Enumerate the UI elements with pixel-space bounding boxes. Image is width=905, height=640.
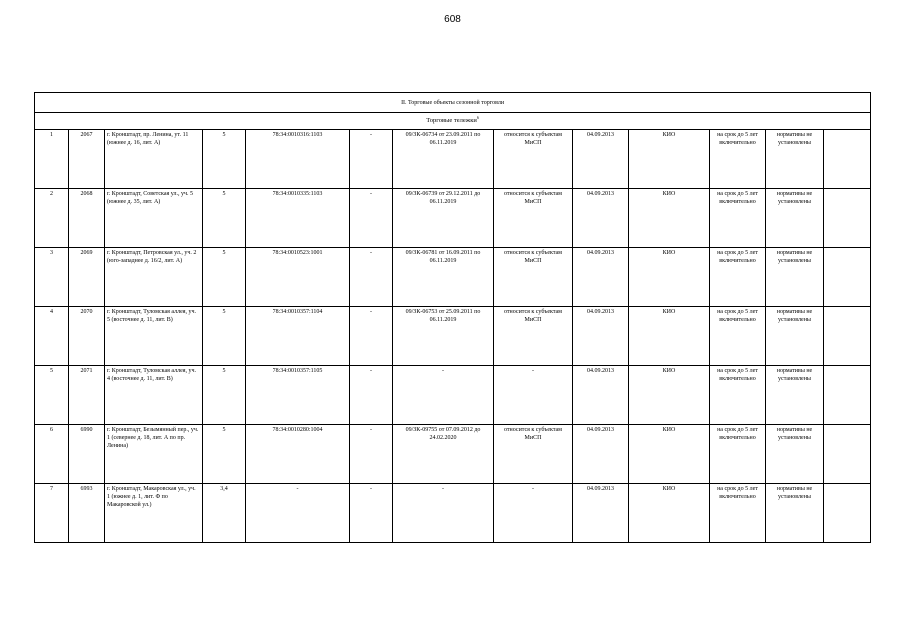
term-cell: на срок до 5 лет включительно [710, 130, 766, 189]
document-table [34, 92, 871, 543]
norms-cell: нормативы не установлены [766, 189, 824, 248]
date-cell: 04.09.2013 [573, 189, 629, 248]
count-cell: 5 [203, 425, 246, 484]
cadastral-number: 78:34:0010335:1103 [246, 189, 350, 248]
cadastral-number: - [246, 484, 350, 543]
object-id: 2069 [69, 248, 105, 307]
table-row [35, 307, 871, 366]
table-row [35, 189, 871, 248]
count-cell: 5 [203, 189, 246, 248]
org-cell: КИО [629, 130, 710, 189]
row-number: 6 [35, 425, 69, 484]
cadastral-number: 78:34:0010523:1001 [246, 248, 350, 307]
date-cell: 04.09.2013 [573, 248, 629, 307]
norms-cell: нормативы не установлены [766, 248, 824, 307]
object-id: 6990 [69, 425, 105, 484]
object-id: 2067 [69, 130, 105, 189]
date-cell: 04.09.2013 [573, 366, 629, 425]
term-cell: на срок до 5 лет включительно [710, 425, 766, 484]
org-cell: КИО [629, 366, 710, 425]
cadastral-number: 78:34:0010357:1105 [246, 366, 350, 425]
status-cell: - [494, 366, 573, 425]
norms-cell: нормативы не установлены [766, 366, 824, 425]
empty-cell [824, 307, 871, 366]
empty-cell [824, 130, 871, 189]
object-id: 2070 [69, 307, 105, 366]
date-cell: 04.09.2013 [573, 484, 629, 543]
address-cell: г. Кронштадт, Советская ул., уч. 5 (южнее д. 35, лит. А) [105, 189, 203, 248]
address-cell: г. Кронштадт, Макаровская ул., уч. 1 (южнее д. 1, лит. Ф по Макаровской ул.) [105, 484, 203, 543]
empty-cell [824, 248, 871, 307]
object-id: 2071 [69, 366, 105, 425]
term-cell: на срок до 5 лет включительно [710, 307, 766, 366]
contract-cell: - [393, 484, 494, 543]
area-cell: - [350, 130, 393, 189]
empty-cell [824, 189, 871, 248]
subsection-header-row [35, 113, 871, 130]
norms-cell: нормативы не установлены [766, 130, 824, 189]
contract-cell: 09/ЗК-09755 от 07.09.2012 до 24.02.2020 [393, 425, 494, 484]
page-number: 608 [444, 14, 461, 25]
area-cell: - [350, 484, 393, 543]
section-title: II. Торговые объекты сезонной торговли [35, 93, 871, 113]
org-cell: КИО [629, 425, 710, 484]
subsection-title: Торговые тележки [426, 117, 477, 124]
area-cell: - [350, 189, 393, 248]
area-cell: - [350, 425, 393, 484]
status-cell: относится к субъектам МиСП [494, 425, 573, 484]
row-number: 2 [35, 189, 69, 248]
cadastral-number: 78:34:0010357:1104 [246, 307, 350, 366]
row-number: 3 [35, 248, 69, 307]
empty-cell [824, 366, 871, 425]
count-cell: 5 [203, 366, 246, 425]
address-cell: г. Кронштадт, Петровская ул., уч. 2 (юго-западнее д. 16/2, лит. А) [105, 248, 203, 307]
status-cell: относится к субъектам МиСП [494, 248, 573, 307]
status-cell: относится к субъектам МиСП [494, 130, 573, 189]
contract-cell: 09/ЗК-06739 от 29.12.2011 до 06.11.2019 [393, 189, 494, 248]
row-number: 1 [35, 130, 69, 189]
table-row [35, 425, 871, 484]
date-cell: 04.09.2013 [573, 425, 629, 484]
empty-cell [824, 484, 871, 543]
count-cell: 5 [203, 130, 246, 189]
contract-cell: 09/ЗК-06781 от 16.09.2011 по 06.11.2019 [393, 248, 494, 307]
cadastral-number: 78:34:0010316:1103 [246, 130, 350, 189]
contract-cell: - [393, 366, 494, 425]
row-number: 7 [35, 484, 69, 543]
norms-cell: нормативы не установлены [766, 425, 824, 484]
area-cell: - [350, 307, 393, 366]
object-id: 6993 [69, 484, 105, 543]
subsection-cell [35, 113, 871, 130]
address-cell: г. Кронштадт, Туломская аллея, уч. 5 (восточнее д. 11, лит. В) [105, 307, 203, 366]
row-number: 4 [35, 307, 69, 366]
area-cell: - [350, 366, 393, 425]
status-cell: относится к субъектам МиСП [494, 189, 573, 248]
org-cell: КИО [629, 189, 710, 248]
object-id: 2068 [69, 189, 105, 248]
table-row [35, 484, 871, 543]
org-cell: КИО [629, 248, 710, 307]
address-cell: г. Кронштадт, Туломская аллея, уч. 4 (восточнее д. 11, лит. В) [105, 366, 203, 425]
org-cell: КИО [629, 484, 710, 543]
term-cell: на срок до 5 лет включительно [710, 248, 766, 307]
term-cell: на срок до 5 лет включительно [710, 366, 766, 425]
section-header-row [35, 93, 871, 113]
count-cell: 5 [203, 307, 246, 366]
area-cell: - [350, 248, 393, 307]
address-cell: г. Кронштадт, пр. Ленина, ут. 11 (южнее д. 16, лит. А) [105, 130, 203, 189]
contract-cell: 09/ЗК-06734 от 23.09.2011 по 06.11.2019 [393, 130, 494, 189]
status-cell: - [494, 484, 573, 543]
norms-cell: нормативы не установлены [766, 307, 824, 366]
table-row [35, 366, 871, 425]
org-cell: КИО [629, 307, 710, 366]
norms-cell: нормативы не установлены [766, 484, 824, 543]
date-cell: 04.09.2013 [573, 130, 629, 189]
contract-cell: 09/ЗК-06753 от 25.09.2011 по 06.11.2019 [393, 307, 494, 366]
cadastral-number: 78:34:0010280:1004 [246, 425, 350, 484]
status-cell: относится к субъектам МиСП [494, 307, 573, 366]
count-cell: 3,4 [203, 484, 246, 543]
table-row [35, 130, 871, 189]
empty-cell [824, 425, 871, 484]
term-cell: на срок до 5 лет включительно [710, 189, 766, 248]
row-number: 5 [35, 366, 69, 425]
count-cell: 5 [203, 248, 246, 307]
date-cell: 04.09.2013 [573, 307, 629, 366]
term-cell: на срок до 5 лет включительно [710, 484, 766, 543]
subsection-footnote: 6 [476, 114, 479, 120]
table-row [35, 248, 871, 307]
address-cell: г. Кронштадт, Безымянный пер., уч. 1 (севернее д. 18, лит. А по пр. Ленина) [105, 425, 203, 484]
